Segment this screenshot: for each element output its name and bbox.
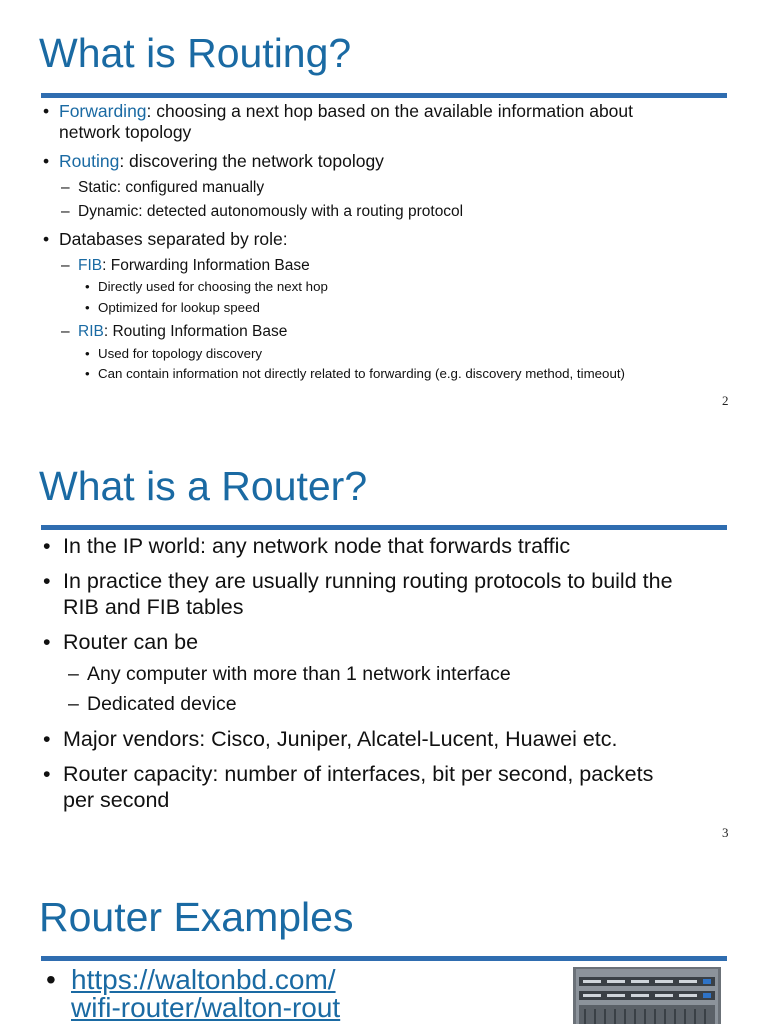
term-fib: FIB [78, 257, 103, 274]
dash-mark: – [61, 203, 70, 220]
link-line-2: wifi-router/walton-rout [71, 992, 341, 1023]
router-image [573, 967, 721, 1024]
dash-mark: – [61, 257, 70, 274]
slide-title: What is a Router? [39, 463, 368, 509]
dash-mark: – [68, 693, 79, 715]
sub-bullet-static: Static: configured manually [78, 179, 265, 196]
bullet-mark: • [46, 964, 56, 995]
sub-bullet-dynamic: Dynamic: detected autonomously with a routing protocol [78, 203, 464, 220]
dash-mark: – [68, 663, 79, 685]
bullet-mark: • [43, 762, 51, 786]
sub-bullet-computer: Any computer with more than 1 network interface [87, 663, 511, 685]
term-routing: Routing [59, 151, 120, 171]
sub-sub-bullet: Can contain information not directly related to forwarding (e.g. discovery method, timeout) [98, 366, 625, 381]
bullet-mark: • [43, 727, 51, 751]
bullet-continuation: per second [63, 788, 170, 812]
bullet-text: : discovering the network topology [119, 151, 384, 171]
walton-router-link[interactable] [71, 966, 340, 1022]
bullet-in-practice: In practice they are usually running routing protocols to build the [63, 569, 673, 593]
sub-bullet-text: : Routing Information Base [103, 323, 288, 340]
page-number: 3 [722, 825, 729, 840]
bullet-ip-world: In the IP world: any network node that forwards traffic [63, 534, 571, 558]
sub-bullet-text: : Forwarding Information Base [102, 257, 310, 274]
link-line-1: https://waltonbd.com/ [71, 964, 336, 995]
slide-title: What is Routing? [39, 30, 352, 76]
term-forwarding: Forwarding [59, 101, 147, 121]
sub-sub-bullet: Used for topology discovery [98, 346, 263, 361]
bullet-mark: • [85, 346, 90, 361]
page-number: 2 [722, 393, 729, 408]
bullet-router-can-be: Router can be [63, 630, 199, 654]
sub-bullet-dedicated: Dedicated device [87, 693, 237, 715]
bullet-mark: • [43, 229, 50, 249]
bullet-mark: • [85, 300, 90, 315]
bullet-mark: • [43, 569, 51, 593]
dash-mark: – [61, 323, 70, 340]
bullet-mark: • [85, 279, 90, 294]
dash-mark: – [61, 179, 70, 196]
bullet-vendors: Major vendors: Cisco, Juniper, Alcatel-Lucent, Huawei etc. [63, 727, 618, 751]
bullet-mark: • [43, 101, 50, 121]
slide-title: Router Examples [39, 894, 354, 940]
bullet-continuation: RIB and FIB tables [63, 595, 244, 619]
bullet-mark: • [43, 151, 50, 171]
bullet-mark: • [85, 366, 90, 381]
bullet-text: : choosing a next hop based on the available information about [146, 101, 634, 121]
bullet-mark: • [43, 630, 51, 654]
bullet-capacity: Router capacity: number of interfaces, bit per second, packets [63, 762, 654, 786]
bullet-continuation: network topology [59, 122, 192, 142]
term-rib: RIB [78, 323, 104, 340]
sub-sub-bullet: Directly used for choosing the next hop [98, 279, 328, 294]
sub-sub-bullet: Optimized for lookup speed [98, 300, 260, 315]
title-rule [41, 956, 727, 961]
bullet-mark: • [43, 534, 51, 558]
bullet-databases: Databases separated by role: [59, 229, 288, 249]
